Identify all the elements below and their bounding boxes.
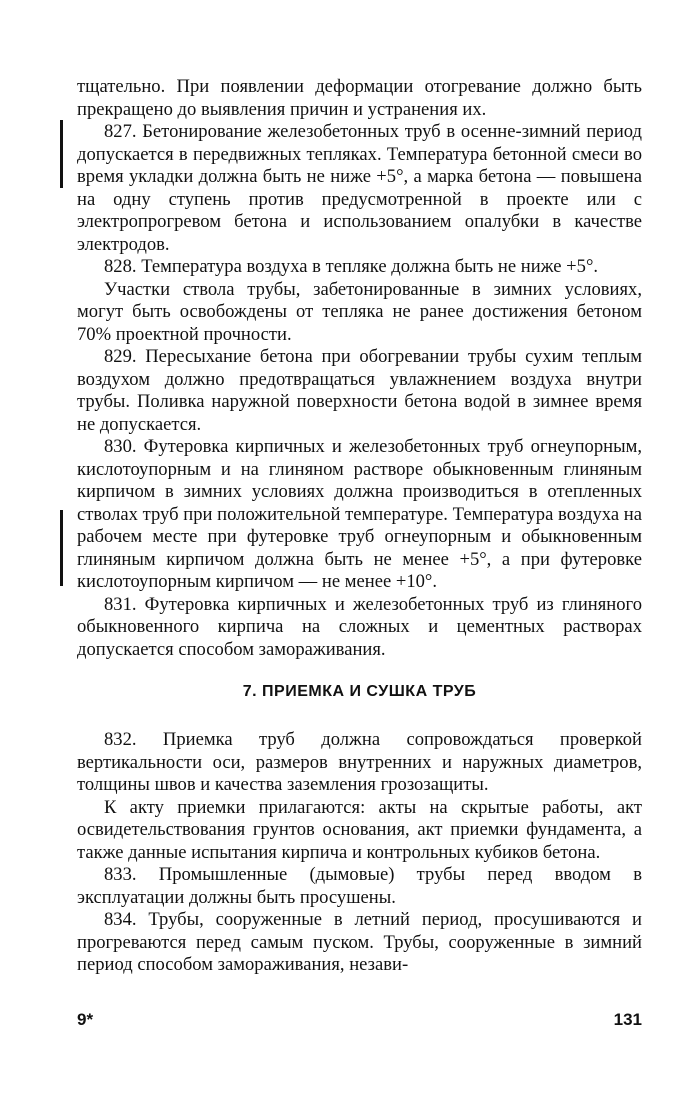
page-number: 131 bbox=[613, 1010, 642, 1029]
paragraph-831: 831. Футеровка кирпичных и железобетонных труб из глиняного обыкновенного кирпича на сложных и цементных растворах допускается способом замораживания. bbox=[77, 593, 642, 660]
paragraph-833: 833. Промышленные (дымовые) трубы перед вводом в эксплуатации должны быть просушены. bbox=[77, 864, 642, 908]
paragraph-828-note: Участки ствола трубы, забетонированные в зимних условиях, могут быть освобождены от тепляка не ранее достижения бетоном 70% проектной прочности. bbox=[77, 278, 642, 345]
revision-bar-830 bbox=[60, 510, 63, 586]
paragraph-continuation: тщательно. При появлении деформации отогревание должно быть прекращено до выявления причин и устранения их. bbox=[77, 76, 642, 120]
paragraph-832: 832. Приемка труб должна сопровождаться проверкой вертикальности оси, размеров внутренних и наружных диаметров, толщины швов и качества заземления грозозащиты. bbox=[77, 729, 642, 795]
section-heading: 7. ПРИЕМКА И СУШКА ТРУБ bbox=[242, 683, 477, 700]
paragraph-829: 829. Пересыхание бетона при обогревании трубы сухим теплым воздухом должно предотвращаться увлажнением воздуха внутри трубы. Поливка наружной поверхности бетона водой в зимнее время не допускается. bbox=[77, 346, 642, 435]
text-block-upper bbox=[77, 76, 642, 661]
text-block-lower bbox=[77, 729, 642, 977]
paragraph-832-attachments: К акту приемки прилагаются: акты на скрытые работы, акт освидетельствования грунтов основания, акт приемки фундамента, а также данные испытания кирпича и контрольных кубиков бетона. bbox=[77, 796, 642, 863]
paragraph-830: 830. Футеровка кирпичных и железобетонных труб огнеупорным, кислотоупорным и на глиняном растворе обыкновенным глиняным кирпичом в зимних условиях должна производиться в отепленных стволах труб при положительной температуре. Температура воздуха на рабочем месте при футеровке труб огнеупорным и обыкновенным глиняным кирпичом должна быть не менее +5°, а при футеровке кислотоупорным кирпичом — не менее +10°. bbox=[77, 436, 642, 592]
paragraph-828: 828. Температура воздуха в тепляке должна быть не ниже +5°. bbox=[104, 256, 599, 277]
revision-bar-827 bbox=[60, 120, 63, 188]
signature-mark: 9* bbox=[77, 1010, 94, 1029]
paragraph-827: 827. Бетонирование железобетонных труб в осенне-зимний период допускается в передвижных тепляках. Температура бетонной смеси во время укладки должна быть не ниже +5°, а марка бетона — повышена на одну ступень против предусмотренной в проекте или с электропрогревом бетона и использованием опалубки в качестве электродов. bbox=[77, 121, 642, 255]
paragraph-834: 834. Трубы, сооруженные в летний период, просушиваются и прогреваются перед самым пуском. Трубы, сооруженные в зимний период способом замораживания, незави- bbox=[77, 909, 642, 975]
